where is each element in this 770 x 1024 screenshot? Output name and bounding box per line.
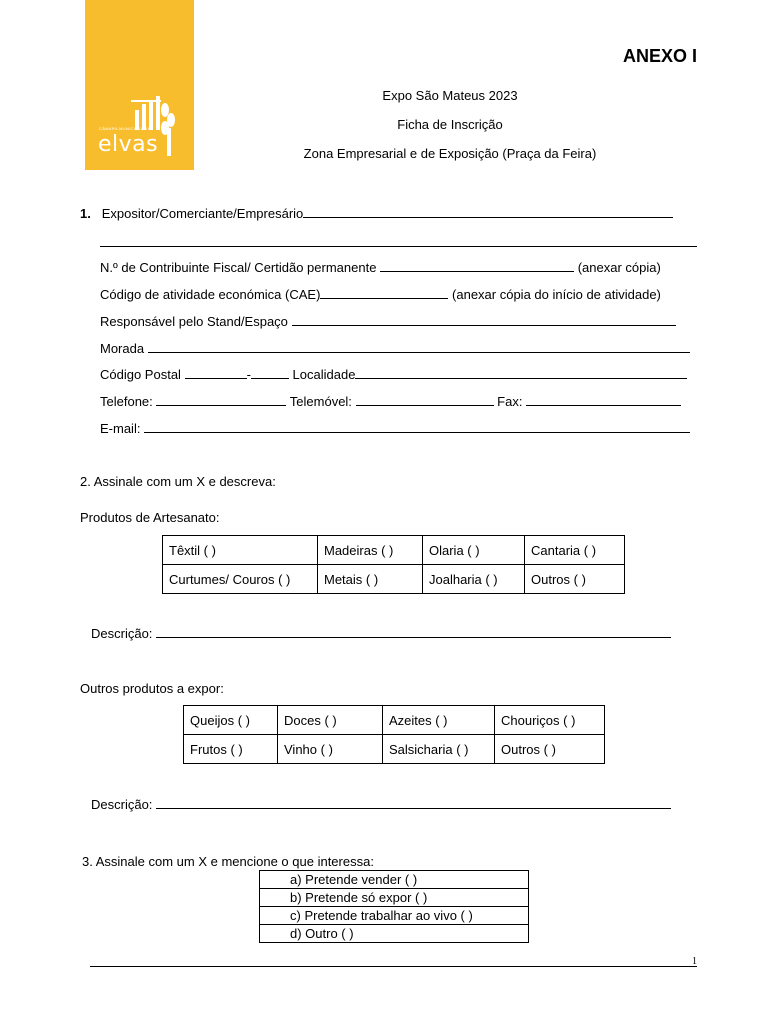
artesanato-cell-outros[interactable]: Outros ( ) [525, 565, 625, 594]
outros-cell-frutos[interactable]: Frutos ( ) [184, 735, 278, 764]
interest-options-table [259, 870, 529, 943]
email-line [100, 420, 690, 436]
page-number: 1 [692, 956, 697, 967]
codigo-postal-field1[interactable] [185, 366, 247, 379]
table-row [260, 925, 529, 943]
nif-line [100, 259, 661, 275]
option-outro[interactable]: d) Outro ( ) [260, 925, 529, 943]
fax-field[interactable] [526, 393, 681, 406]
table-row [163, 565, 625, 594]
artesanato-table [162, 535, 625, 594]
table-row [260, 889, 529, 907]
email-label: E-mail: [100, 421, 141, 436]
codigo-postal-line [100, 366, 687, 382]
nif-field[interactable] [380, 259, 574, 272]
table-row [184, 706, 605, 735]
localidade-label: Localidade [292, 367, 356, 382]
descricao-label: Descrição: [91, 797, 153, 812]
cae-note: (anexar cópia do início de atividade) [452, 287, 661, 302]
descricao-outros-line [91, 796, 671, 812]
cae-field[interactable] [320, 286, 448, 299]
outros-cell-vinho[interactable]: Vinho ( ) [278, 735, 383, 764]
codigo-postal-field2[interactable] [251, 366, 289, 379]
outros-produtos-title: Outros produtos a expor: [80, 681, 224, 696]
expositor-field-line2[interactable] [100, 246, 697, 247]
table-row [260, 907, 529, 925]
logo-small-text: CÂMARA MUNICIPAL DE [99, 126, 151, 131]
descricao-label: Descrição: [91, 626, 153, 641]
expositor-label: Expositor/Comerciante/Empresário [101, 206, 304, 221]
descricao-artesanato-line [91, 625, 671, 641]
logo-city-text: elvas [98, 132, 159, 157]
option-trabalhar-ao-vivo[interactable]: c) Pretende trabalhar ao vivo ( ) [260, 907, 529, 925]
footer-divider [90, 966, 697, 967]
expositor-line [80, 205, 673, 221]
section3-title: 3. Assinale com um X e mencione o que interessa: [82, 854, 374, 869]
table-row [260, 871, 529, 889]
outros-cell-chouricos[interactable]: Chouriços ( ) [495, 706, 605, 735]
nif-note: (anexar cópia) [577, 260, 661, 275]
codigo-postal-dash: - [246, 367, 251, 382]
morada-field[interactable] [148, 340, 690, 353]
artesanato-title: Produtos de Artesanato: [80, 510, 220, 525]
codigo-postal-label: Código Postal [100, 367, 181, 382]
annex-title: ANEXO I [622, 46, 697, 66]
email-field[interactable] [144, 420, 690, 433]
option-so-expor[interactable]: b) Pretende só expor ( ) [260, 889, 529, 907]
artesanato-cell-cantaria[interactable]: Cantaria ( ) [525, 536, 625, 565]
artesanato-cell-curtumes[interactable]: Curtumes/ Couros ( ) [163, 565, 318, 594]
artesanato-cell-metais[interactable]: Metais ( ) [318, 565, 423, 594]
responsavel-line [100, 313, 676, 329]
outros-cell-salsicharia[interactable]: Salsicharia ( ) [383, 735, 495, 764]
artesanato-cell-joalharia[interactable]: Joalharia ( ) [423, 565, 525, 594]
expositor-field[interactable] [303, 205, 673, 218]
option-vender[interactable]: a) Pretende vender ( ) [260, 871, 529, 889]
telefone-field[interactable] [156, 393, 286, 406]
descricao-outros-field[interactable] [156, 796, 671, 809]
elvas-logo [85, 0, 194, 170]
zone-title: Zona Empresarial e de Exposição (Praça da Feira) [303, 146, 597, 161]
morada-line [100, 340, 690, 356]
responsavel-field[interactable] [292, 313, 676, 326]
fax-label: Fax: [497, 394, 523, 409]
telemovel-label: Telemóvel: [289, 394, 352, 409]
telefone-label: Telefone: [100, 394, 153, 409]
telemovel-field[interactable] [356, 393, 494, 406]
section2-title: 2. Assinale com um X e descreva: [80, 474, 276, 489]
localidade-field[interactable] [355, 366, 687, 379]
morada-label: Morada [100, 341, 145, 356]
event-title: Expo São Mateus 2023 [382, 88, 518, 103]
outros-cell-queijos[interactable]: Queijos ( ) [184, 706, 278, 735]
descricao-artesanato-field[interactable] [156, 625, 671, 638]
nif-label: N.º de Contribuinte Fiscal/ Certidão permanente [100, 260, 377, 275]
table-row [184, 735, 605, 764]
contacts-line [100, 393, 681, 409]
form-title: Ficha de Inscrição [397, 117, 503, 132]
outros-cell-outros[interactable]: Outros ( ) [495, 735, 605, 764]
artesanato-cell-madeiras[interactable]: Madeiras ( ) [318, 536, 423, 565]
cae-label: Código de atividade económica (CAE) [100, 287, 321, 302]
responsavel-label: Responsável pelo Stand/Espaço [100, 314, 288, 329]
outros-cell-doces[interactable]: Doces ( ) [278, 706, 383, 735]
table-row [163, 536, 625, 565]
outros-produtos-table [183, 705, 605, 764]
outros-cell-azeites[interactable]: Azeites ( ) [383, 706, 495, 735]
artesanato-cell-textil[interactable]: Têxtil ( ) [163, 536, 318, 565]
section1-number: 1. [80, 206, 91, 221]
artesanato-cell-olaria[interactable]: Olaria ( ) [423, 536, 525, 565]
cae-line [100, 286, 661, 302]
